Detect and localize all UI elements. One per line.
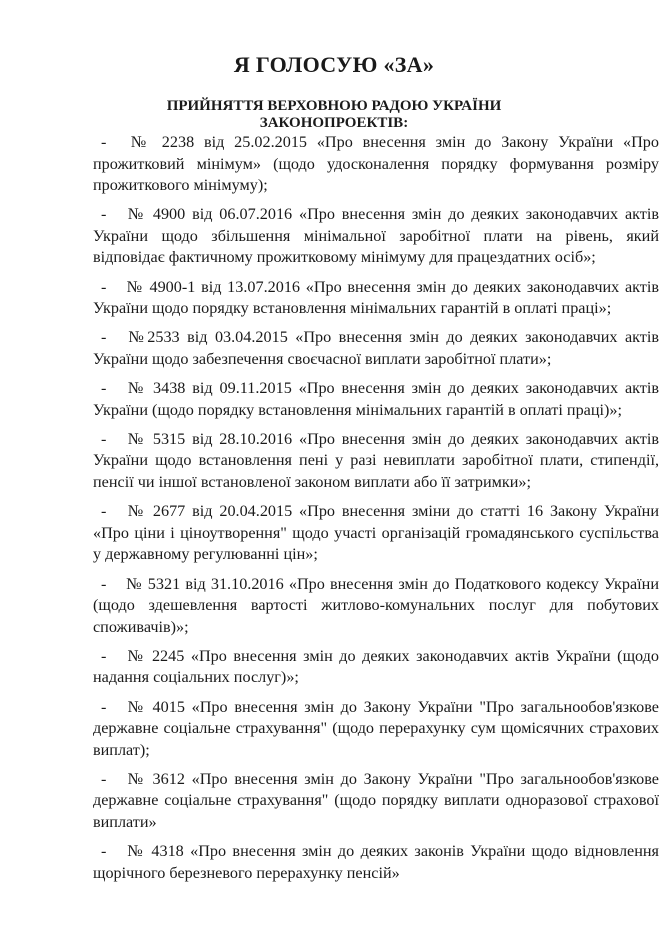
bill-list-item [93,646,659,689]
bill-list-item [93,132,659,197]
bullet-dash: - [101,429,107,448]
bullet-dash: - [101,574,107,593]
bill-list-item [93,327,659,370]
subtitle-line-2: ЗАКОНОПРОЕКТІВ: [259,115,409,131]
bill-list-item [93,501,659,566]
bill-text: № 4900 від 06.07.2016 «Про внесення змін до деяких законодавчих актів України щодо збільшення мінімальної заробітної плати на рівень, який відповідає фактичному прожитковому мінімуму для працездатних осіб»; [93,205,659,267]
bill-list-item [93,277,659,320]
bullet-dash: - [101,379,107,398]
bill-text: № 2238 від 25.02.2015 «Про внесення змін до Закону України «Про прожитковий мінімум» (щодо удосконалення порядку формування розміру прожиткового мінімуму); [93,133,659,194]
document-subtitle [0,98,668,132]
bill-text: № 3438 від 09.11.2015 «Про внесення змін до деяких законодавчих актів України (щодо порядку встановлення мінімальних гарантій в оплаті праці)»; [93,379,659,419]
bill-list-item [93,204,659,269]
bullet-dash: - [101,769,107,788]
bill-list-item [93,574,659,639]
bullet-dash: - [101,646,107,665]
bill-text: № 2677 від 20.04.2015 «Про внесення зміни до статті 16 Закону України «Про ціни і ціноутворення" щодо участі організацій громадянського суспільства у державному регулюванні цін»; [93,502,659,564]
bill-list-item [93,697,659,762]
bullet-dash: - [101,277,107,296]
bill-list [93,132,659,892]
bullet-dash: - [101,328,107,347]
bill-text: № 5315 від 28.10.2016 «Про внесення змін до деяких законодавчих актів України щодо встановлення пені у разі невиплати заробітної плати, стипендії, пенсії чи іншої встановленої законом виплати або її затримки»; [93,429,659,491]
bullet-dash: - [101,842,107,861]
bill-list-item [93,769,659,834]
bill-text: № 2245 «Про внесення змін до деяких законодавчих актів України (щодо надання соціальних послуг)»; [93,646,659,687]
bill-text: № 5321 від 31.10.2016 «Про внесення змін до Податкового кодексу України (щодо здешевлення вартості житлово-комунальних послуг для побутових споживачів)»; [93,574,659,636]
bullet-dash: - [101,133,107,151]
bullet-dash: - [101,205,107,224]
bill-text: № 4015 «Про внесення змін до Закону України "Про загальнообов'язкове державне соціальне страхування" (щодо перерахунку сум щомісячних страхових виплат); [93,697,659,759]
subtitle-line-1: ПРИЙНЯТТЯ ВЕРХОВНОЮ РАДОЮ УКРАЇНИ [166,98,502,114]
bill-text: №2533 від 03.04.2015 «Про внесення змін до деяких законодавчих актів України щодо забезпечення своєчасної виплати заробітної плати»; [93,328,659,368]
bill-list-item [93,378,659,421]
bill-text: № 4318 «Про внесення змін до деяких законів України щодо відновлення щорічного березневого перерахунку пенсій» [93,842,659,882]
bullet-dash: - [101,502,107,521]
bullet-dash: - [101,697,107,716]
bill-list-item [93,841,659,884]
bill-text: № 4900-1 від 13.07.2016 «Про внесення змін до деяких законодавчих актів України щодо порядку встановлення мінімальних гарантій в оплаті праці»; [93,277,659,318]
bill-list-item [93,429,659,494]
bill-text: № 3612 «Про внесення змін до Закону України "Про загальнообов'язкове державне соціальне страхування" (щодо порядку виплати одноразової страхової виплати» [93,769,659,831]
document-title: Я ГОЛОСУЮ «ЗА» [233,52,435,77]
